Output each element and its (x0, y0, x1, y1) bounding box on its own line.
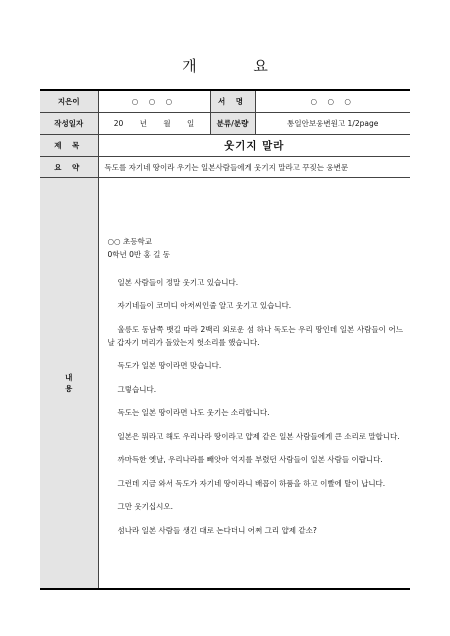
paragraph: 그만 웃기십시오. (117, 502, 173, 512)
date-row (40, 113, 410, 135)
author-row (40, 90, 410, 113)
subject-label: 제 목 (40, 135, 98, 157)
subject-row (40, 135, 410, 157)
paragraph: 독도가 일본 땅이라면 맞습니다. (117, 361, 222, 371)
paragraph: 울릉도 동남쪽 뱃길 따라 2백리 외로운 섬 하나 독도는 우리 땅인데 일본 사람들이 어느 날 갑자기 머리가 돌았는지 헛소리를 했습니다. (107, 324, 403, 347)
signature-label: 서 명 (210, 90, 255, 113)
date-label: 작성일자 (40, 113, 98, 135)
summary-row (40, 157, 410, 178)
paragraph: 자기네들이 코미디 아저씨인줄 알고 웃기고 있습니다. (117, 301, 292, 311)
author-value: ○ ○ ○ (98, 90, 210, 113)
overview-form (40, 89, 410, 590)
category-label: 분류/분량 (210, 113, 255, 135)
date-value: 20 년 월 일 (98, 113, 210, 135)
summary-label: 요 약 (40, 157, 98, 178)
content-label: 내 용 (40, 178, 98, 590)
student-line: 0학년 0반 홍 길 동 (107, 249, 171, 259)
content-body (98, 178, 410, 590)
content-row (40, 178, 410, 590)
paragraph: 일본은 뭐라고 해도 우리나라 땅이라고 얍제 같은 일본 사람들에게 큰 소리로 말합니다. (117, 431, 400, 441)
paragraph: 그런데 지금 와서 독도가 자기네 땅이라니 배꼽이 하품을 하고 이빨에 탈이 납니다. (117, 478, 386, 488)
signature-value: ○ ○ ○ (255, 90, 410, 113)
summary-value: 독도를 자기네 땅이라 우기는 일본사람들에게 웃기지 말라고 꾸짖는 웅변문 (98, 157, 410, 178)
paragraph: 까마득한 옛날, 우리나라를 빼앗아 억지를 부렸던 사람들이 일본 사람들 이랍니다. (117, 455, 383, 465)
category-value: 통일안보웅변원고 1/2page (255, 113, 410, 135)
paragraph: 그렇습니다. (117, 384, 157, 394)
subject-value: 웃기지 말라 (98, 135, 410, 157)
school-line: ○○ 초등학교 (107, 236, 152, 246)
document-title: 개 요 (182, 57, 294, 75)
paragraph: 섬나라 일본 사람들 생긴 대로 논다더니 어쩌 그리 얍제 같소? (117, 525, 317, 535)
author-label: 지은이 (40, 90, 98, 113)
paragraph: 독도는 일본 땅이라면 나도 웃기는 소리합니다. (117, 408, 270, 418)
paragraph: 일본 사람들이 정말 웃기고 있습니다. (117, 277, 239, 287)
